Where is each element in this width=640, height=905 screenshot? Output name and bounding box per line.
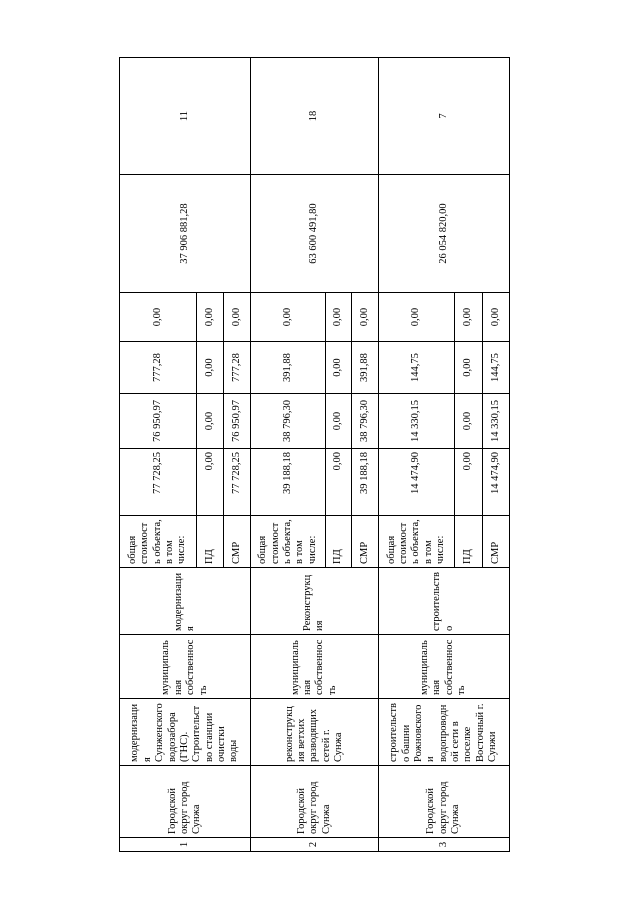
smr-value: 777,28 [224, 342, 251, 394]
pd-value: 0,00 [325, 293, 351, 342]
smr-value: 38 796,30 [352, 394, 378, 449]
pd-value: 0,00 [455, 394, 482, 449]
row-number: 2 [251, 838, 378, 852]
total-cost-value: 0,00 [378, 293, 455, 342]
pd-value: 0,00 [325, 449, 351, 516]
pd-value: 0,00 [455, 449, 482, 516]
smr-value: 14 474,90 [482, 449, 509, 516]
count-cell: 11 [120, 58, 251, 175]
pd-value: 0,00 [196, 293, 223, 342]
ownership-cell: муниципальная собственность [120, 635, 251, 699]
pd-label: ПД [325, 516, 351, 568]
total-cost-value: 14 474,90 [378, 449, 455, 516]
row-number: 3 [378, 838, 509, 852]
row-number: 1 [120, 838, 251, 852]
total-cost-label: общая стоимость объекта, в том числе: [120, 516, 197, 568]
pd-value: 0,00 [196, 342, 223, 394]
pd-value: 0,00 [325, 394, 351, 449]
pd-label: ПД [196, 516, 223, 568]
smr-value: 144,75 [482, 342, 509, 394]
object-name-cell: строительство башни Рожновского и водопроводной сети в поселке Восточный г. Сунжи [378, 699, 509, 766]
municipality-cell: Городской округ город Сунжа [378, 766, 509, 838]
smr-value: 76 950,97 [224, 394, 251, 449]
ownership-cell: муниципальная собственность [251, 635, 378, 699]
object-name-cell: реконструкция ветхих разводящих сетей г. Сунжа [251, 699, 378, 766]
smr-label: СМР [352, 516, 378, 568]
work-type-cell: строительство [378, 568, 509, 635]
smr-value: 77 728,25 [224, 449, 251, 516]
total-cost-value: 391,88 [251, 342, 325, 394]
pd-value: 0,00 [455, 293, 482, 342]
smr-value: 0,00 [482, 293, 509, 342]
smr-value: 0,00 [224, 293, 251, 342]
total-cost-value: 38 796,30 [251, 394, 325, 449]
total-cost-value: 77 728,25 [120, 449, 197, 516]
pd-value: 0,00 [455, 342, 482, 394]
pd-value: 0,00 [196, 394, 223, 449]
total-cost-value: 14 330,15 [378, 394, 455, 449]
smr-value: 0,00 [352, 293, 378, 342]
smr-label: СМР [482, 516, 509, 568]
smr-value: 391,88 [352, 342, 378, 394]
total-cost-value: 777,28 [120, 342, 197, 394]
municipality-cell: Городской округ город Сунжа [120, 766, 251, 838]
object-name-cell: модернизация Сунженского водозабора (ГНС). Строительство станции очистки воды [120, 699, 251, 766]
total-cost-value: 39 188,18 [251, 449, 325, 516]
smr-value: 39 188,18 [352, 449, 378, 516]
investment-objects-table [119, 57, 510, 852]
total-cost-value: 0,00 [251, 293, 325, 342]
smr-label: СМР [224, 516, 251, 568]
total-cost-label: общая стоимость объекта, в том числе: [378, 516, 455, 568]
estimate-cell: 26 054 820,00 [378, 175, 509, 293]
estimate-cell: 63 600 491,80 [251, 175, 378, 293]
ownership-cell: муниципальная собственность [378, 635, 509, 699]
table-row [120, 58, 197, 852]
pd-value: 0,00 [196, 449, 223, 516]
count-cell: 7 [378, 58, 509, 175]
total-cost-value: 144,75 [378, 342, 455, 394]
municipality-cell: Городской округ город Сунжа [251, 766, 378, 838]
total-cost-value: 76 950,97 [120, 394, 197, 449]
total-cost-label: общая стоимость объекта, в том числе: [251, 516, 325, 568]
pd-label: ПД [455, 516, 482, 568]
table-row [378, 58, 455, 852]
smr-value: 14 330,15 [482, 394, 509, 449]
pd-value: 0,00 [325, 342, 351, 394]
work-type-cell: модернизация [120, 568, 251, 635]
count-cell: 18 [251, 58, 378, 175]
table-row [251, 58, 325, 852]
work-type-cell: Реконструкция [251, 568, 378, 635]
estimate-cell: 37 906 881,28 [120, 175, 251, 293]
rotated-table-wrapper [119, 58, 510, 852]
total-cost-value: 0,00 [120, 293, 197, 342]
